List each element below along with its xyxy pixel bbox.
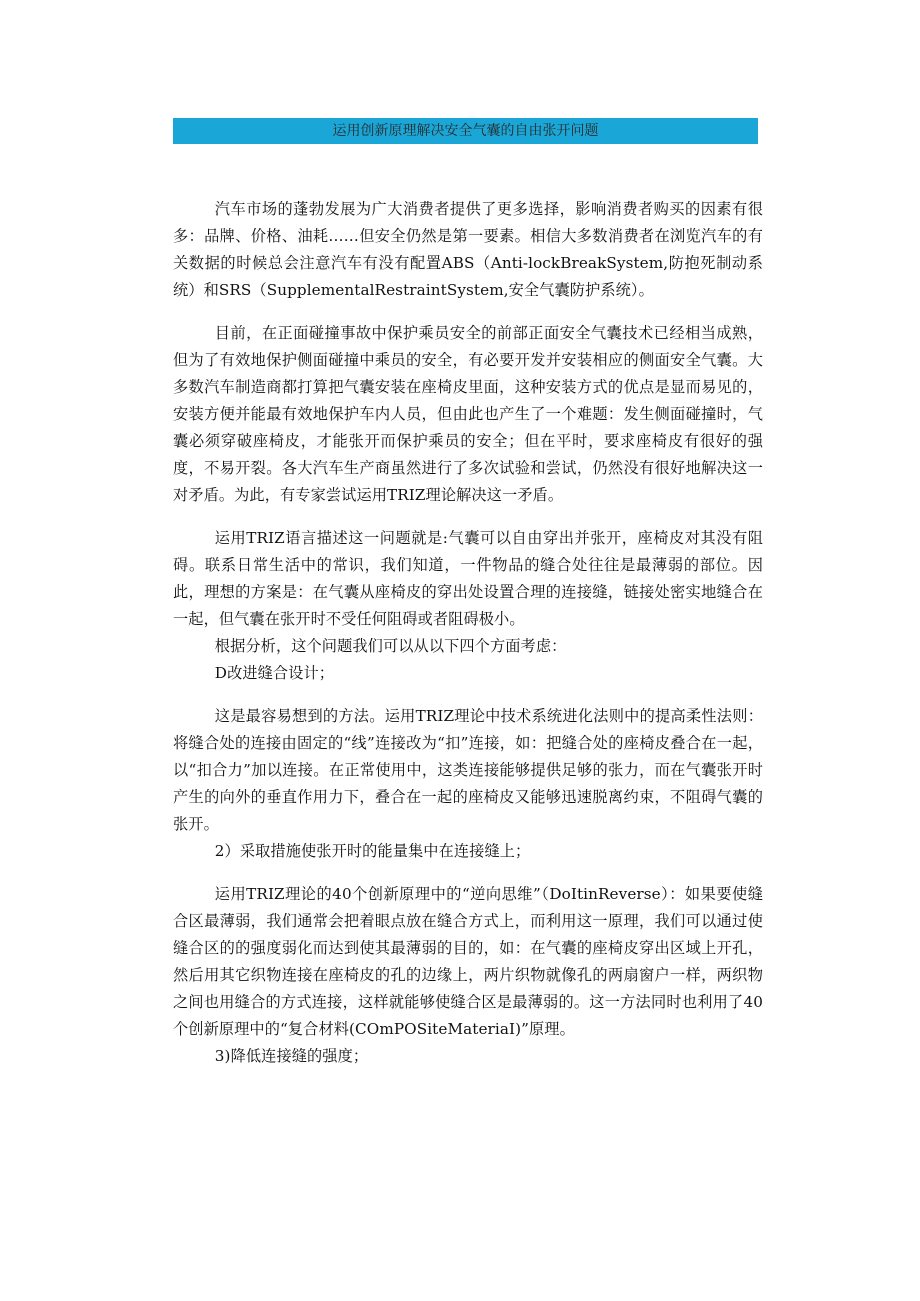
paragraph-stitching: 这是最容易想到的方法。运用TRIZ理论中技术系统进化法则中的提高柔性法则：将缝合处的连接由固定的“线”连接改为“扣”连接，如：把缝合处的座椅皮叠合在一起，以“扣合力”加以连接。在正常使用中，这类连接能够提供足够的张力，而在气囊张开时产生的向外的垂直作用力下，叠合在一起的座椅皮又能够迅速脱离约束，不阻碍气囊的张开。 bbox=[173, 707, 763, 833]
document-body bbox=[173, 196, 763, 1070]
paragraph-triz-description: 运用TRIZ语言描述这一问题就是:气囊可以自由穿出并张开，座椅皮对其没有阻碍。联系日常生活中的常识，我们知道，一件物品的缝合处往往是最薄弱的部位。因此，理想的方案是：在气囊从座椅皮的穿出处设置合理的连接缝，链接处密实地缝合在一起，但气囊在张开时不受任何阻碍或者阻碍极小。 bbox=[173, 529, 763, 628]
paragraph-intro: 汽车市场的蓬勃发展为广大消费者提供了更多选择，影响消费者购买的因素有很多：品牌、价格、油耗……但安全仍然是第一要素。相信大多数消费者在浏览汽车的有关数据的时候总会注意汽车有没有配置ABS（Anti-lockBreakSystem,防抱死制动系统）和SRS（SupplementalRestraintSystem,安全气囊防护系统）。 bbox=[173, 200, 763, 299]
document-title: 运用创新原理解决安全气囊的自由张开问题 bbox=[173, 118, 758, 144]
paragraph-problem: 目前，在正面碰撞事故中保护乘员安全的前部正面安全气囊技术已经相当成熟，但为了有效地保护侧面碰撞中乘员的安全，有必要开发并安装相应的侧面安全气囊。大多数汽车制造商都打算把气囊安装在座椅皮里面，这种安装方式的优点是显而易见的，安装方便并能最有效地保护车内人员，但由此也产生了一个难题：发生侧面碰撞时，气囊必须穿破座椅皮，才能张开而保护乘员的安全；但在平时，要求座椅皮有很好的强度，不易开裂。各大汽车生产商虽然进行了多次试验和尝试，仍然没有很好地解决这一对矛盾。为此，有专家尝试运用TRIZ理论解决这一矛盾。 bbox=[173, 324, 763, 504]
list-item-2: 2）采取措施使张开时的能量集中在连接缝上； bbox=[214, 842, 531, 860]
list-item-1: D改进缝合设计； bbox=[214, 664, 335, 682]
paragraph-analysis: 根据分析，这个问题我们可以从以下四个方面考虑： bbox=[214, 637, 567, 655]
list-item-3: 3)降低连接缝的强度； bbox=[214, 1047, 369, 1065]
paragraph-reverse: 运用TRIZ理论的40个创新原理中的“逆向思维”（DoItinReverse）：如果要使缝合区最薄弱，我们通常会把着眼点放在缝合方式上，而利用这一原理，我们可以通过使缝合区的的强度弱化而达到使其最薄弱的目的，如：在气囊的座椅皮穿出区域上开孔，然后用其它织物连接在座椅皮的孔的边缘上，两片织物就像孔的两扇窗户一样，两织物之间也用缝合的方式连接，这样就能够使缝合区是最薄弱的。这一方法同时也利用了40个创新原理中的“复合材料(COmPOSiteMateriaI)”原理。 bbox=[173, 885, 763, 1038]
